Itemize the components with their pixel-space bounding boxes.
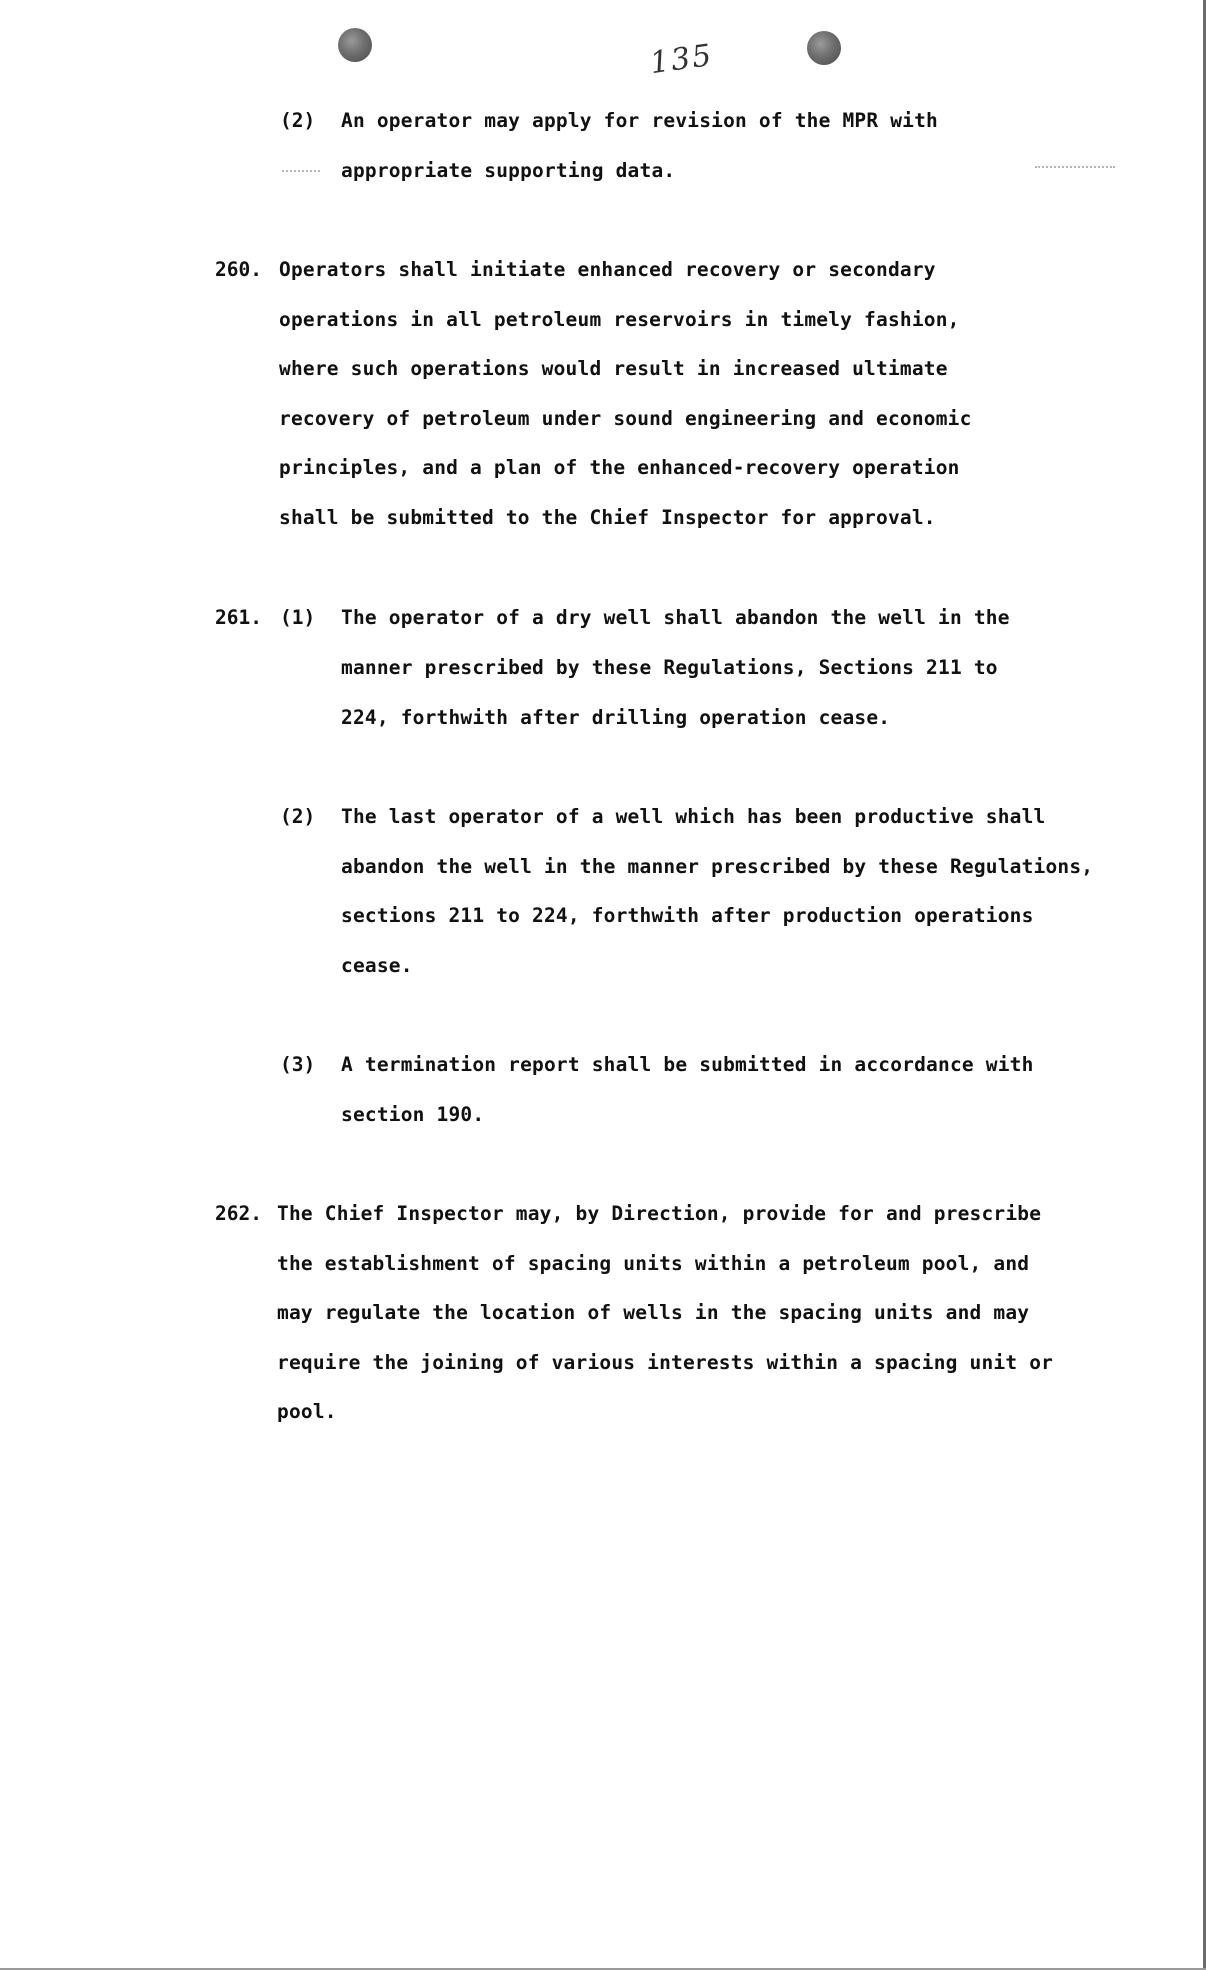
text-line: abandon the well in the manner prescribed by these Regulations, <box>341 855 1094 878</box>
text-line: operations in all petroleum reservoirs in timely fashion, <box>279 308 960 331</box>
punch-hole-left <box>338 28 372 62</box>
text-line: appropriate supporting data. <box>341 159 676 182</box>
text-line: manner prescribed by these Regulations, Sections 211 to <box>341 656 998 679</box>
text-line: section 190. <box>341 1103 485 1126</box>
text-line: recovery of petroleum under sound engineering and economic <box>279 407 972 430</box>
text-line: pool. <box>277 1400 337 1423</box>
text-line: Operators shall initiate enhanced recovery or secondary <box>279 258 936 281</box>
text-line: require the joining of various interests within a spacing unit or <box>277 1351 1054 1374</box>
text-line: may regulate the location of wells in the spacing units and may <box>277 1301 1030 1324</box>
text-line: The last operator of a well which has been productive shall <box>341 805 1046 828</box>
text-line: An operator may apply for revision of the MPR with <box>341 109 938 132</box>
text-line: shall be submitted to the Chief Inspector for approval. <box>279 506 936 529</box>
scan-speck-right <box>1035 166 1115 172</box>
text-line: A termination report shall be submitted in accordance with <box>341 1053 1034 1076</box>
scan-speck-left <box>282 170 320 176</box>
subsection-number: (2) <box>280 109 316 132</box>
section-number: 262. <box>215 1202 262 1225</box>
section-number: 260. <box>215 258 262 281</box>
text-line: where such operations would result in increased ultimate <box>279 357 948 380</box>
text-line: The operator of a dry well shall abandon the well in the <box>341 606 1010 629</box>
section-number: 261. <box>215 606 262 629</box>
handwritten-page-number: 135 <box>647 37 716 82</box>
text-line: 224, forthwith after drilling operation cease. <box>341 706 891 729</box>
subsection-number: (2) <box>280 805 316 828</box>
punch-hole-right <box>807 31 841 65</box>
text-line: cease. <box>341 954 413 977</box>
text-line: sections 211 to 224, forthwith after production operations <box>341 904 1034 927</box>
text-line: the establishment of spacing units within a petroleum pool, and <box>277 1252 1030 1275</box>
text-line: The Chief Inspector may, by Direction, provide for and prescribe <box>277 1202 1042 1225</box>
text-line: principles, and a plan of the enhanced-recovery operation <box>279 456 960 479</box>
subsection-number: (1) <box>280 606 316 629</box>
subsection-number: (3) <box>280 1053 316 1076</box>
